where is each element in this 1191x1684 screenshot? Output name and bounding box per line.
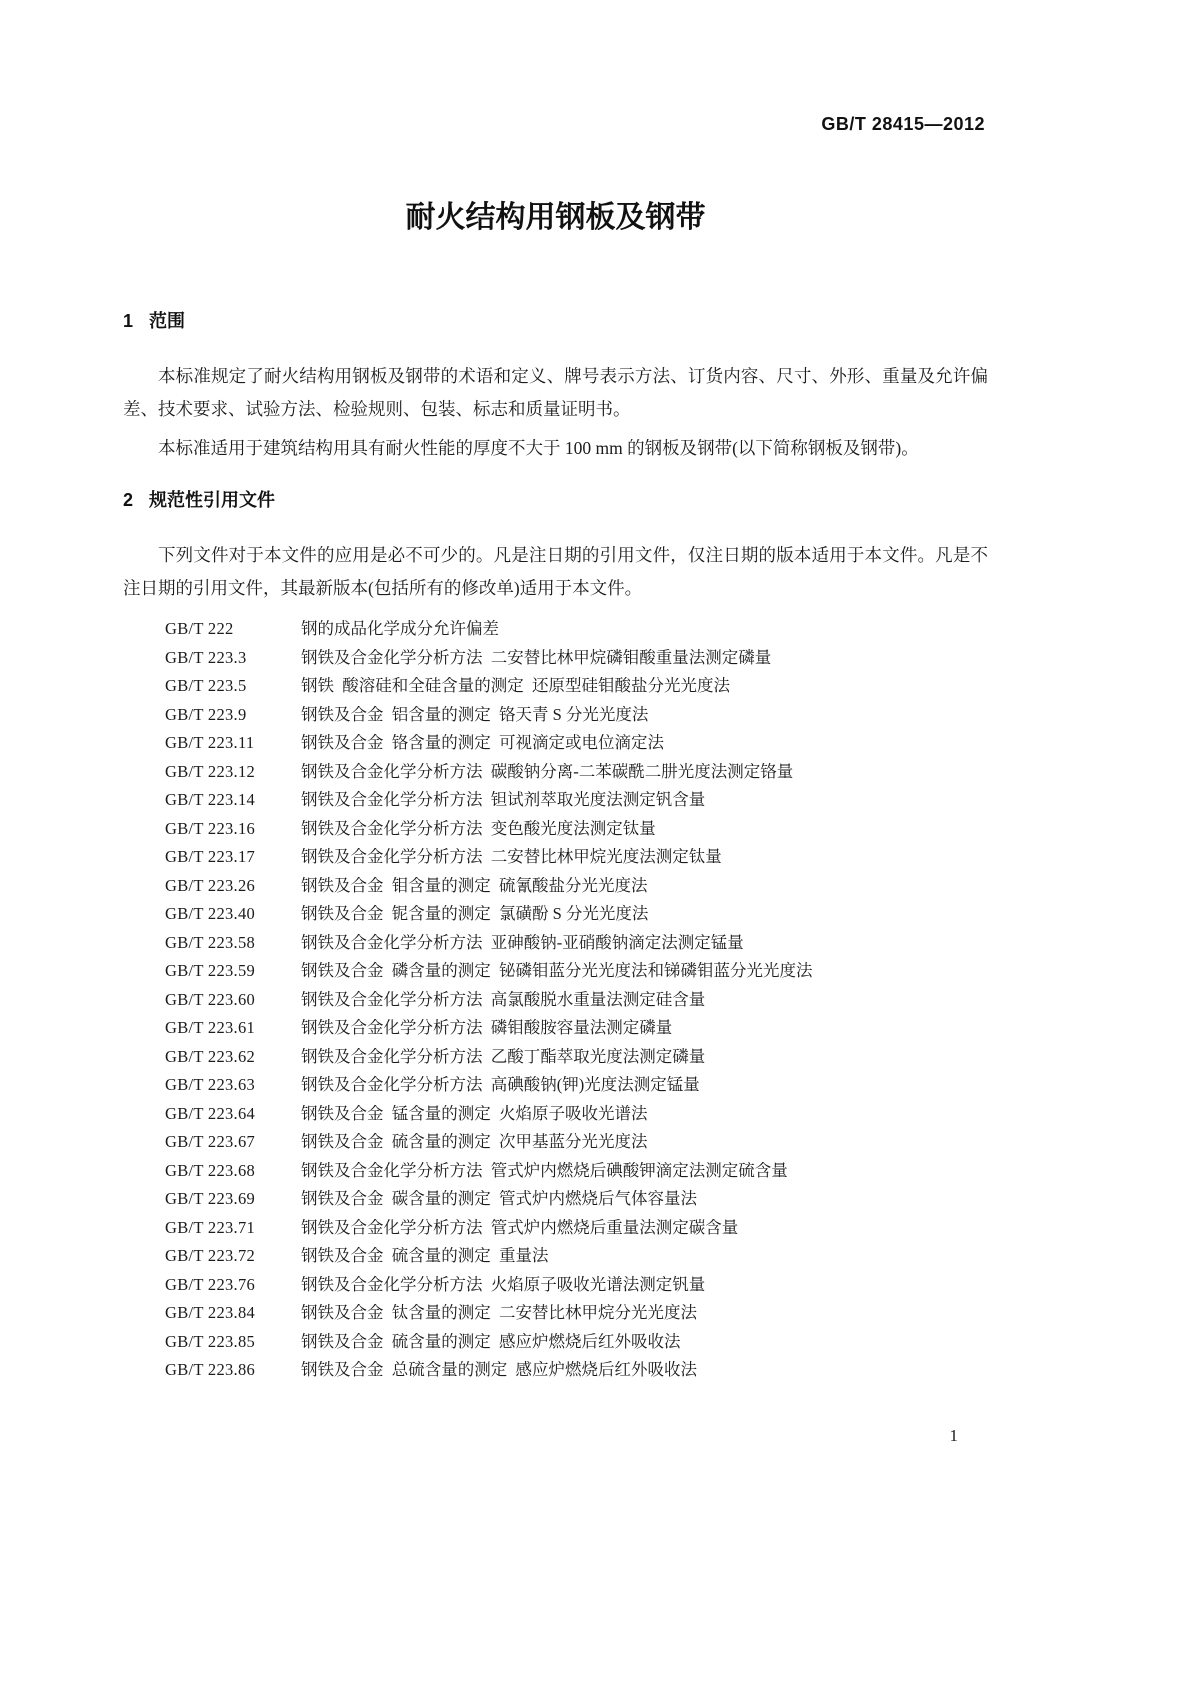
reference-title: 钢铁及合金化学分析方法 高氯酸脱水重量法测定硅含量 [301,989,706,1009]
reference-code: GB/T 223.68 [165,1160,256,1180]
section-2-heading [123,487,988,513]
doc-header [821,114,985,135]
references-intro-paragraph: 下列文件对于本文件的应用是必不可少的。凡是注日期的引用文件，仅注日期的版本适用于本文件。凡是不注日期的引用文件，其最新版本(包括所有的修改单)适用于本文件。 [123,545,988,598]
reference-title: 钢铁及合金化学分析方法 碳酸钠分离-二苯碳酰二肼光度法测定铬量 [301,761,794,781]
reference-title: 钢铁及合金化学分析方法 磷钼酸胺容量法测定磷量 [301,1018,673,1037]
reference-code: GB/T 223.3 [165,647,247,667]
reference-item [165,1242,988,1271]
reference-title: 钢铁及合金 磷含量的测定 铋磷钼蓝分光光度法和锑磷钼蓝分光光度法 [301,961,813,980]
reference-code: GB/T 223.26 [165,875,256,895]
reference-title: 钢铁及合金化学分析方法 钽试剂萃取光度法测定钒含量 [301,790,706,809]
reference-item [165,786,988,815]
reference-item [165,1214,988,1243]
reference-code: GB/T 223.58 [165,932,256,952]
reference-code: GB/T 223.11 [165,733,255,752]
reference-code: GB/T 223.85 [165,1331,256,1351]
reference-code: GB/T 223.69 [165,1189,256,1208]
scope-paragraph-1: 本标准规定了耐火结构用钢板及钢带的术语和定义、牌号表示方法、订货内容、尺寸、外形、重量及允许偏差、技术要求、试验方法、检验规则、包装、标志和质量证明书。 [123,366,988,419]
reference-title: 钢铁 酸溶硅和全硅含量的测定 还原型硅钼酸盐分光光度法 [301,676,730,695]
reference-item [165,1328,988,1357]
doc-title: 耐火结构用钢板及钢带 [405,201,706,234]
section-scope [123,308,988,465]
reference-list [123,615,988,1385]
reference-item [165,644,988,673]
reference-title: 钢铁及合金化学分析方法 二安替比林甲烷磷钼酸重量法测定磷量 [301,647,772,667]
reference-title: 钢铁及合金 硫含量的测定 感应炉燃烧后红外吸收法 [301,1331,681,1351]
reference-item [165,615,988,644]
reference-item [165,1356,988,1385]
reference-code: GB/T 223.14 [165,790,256,809]
reference-item [165,1071,988,1100]
reference-item [165,872,988,901]
reference-code: GB/T 223.86 [165,1360,256,1379]
reference-code: GB/T 223.40 [165,904,256,923]
reference-item [165,986,988,1015]
reference-item [165,1043,988,1072]
reference-code: GB/T 223.63 [165,1075,256,1094]
reference-title: 钢铁及合金 铬含量的测定 可视滴定或电位滴定法 [301,733,664,752]
section-1-number: 1 [123,311,134,331]
reference-item [165,900,988,929]
reference-code: GB/T 223.9 [165,704,247,724]
scope-paragraph-2: 本标准适用于建筑结构用具有耐火性能的厚度不大于 100 mm 的钢板及钢带(以下简称钢板及钢带)。 [158,438,919,458]
section-1-heading [123,308,988,334]
reference-title: 钢铁及合金 硫含量的测定 重量法 [301,1246,549,1265]
reference-title: 钢铁及合金化学分析方法 乙酸丁酯萃取光度法测定磷量 [301,1046,706,1066]
reference-item [165,929,988,958]
reference-code: GB/T 222 [165,619,234,638]
reference-item [165,758,988,787]
reference-item [165,729,988,758]
reference-item [165,1271,988,1300]
reference-title: 钢铁及合金化学分析方法 管式炉内燃烧后碘酸钾滴定法测定硫含量 [301,1160,788,1180]
reference-item [165,1014,988,1043]
reference-title: 钢的成品化学成分允许偏差 [301,619,499,638]
page-number: 1 [949,1426,958,1445]
reference-title: 钢铁及合金 锰含量的测定 火焰原子吸收光谱法 [301,1103,648,1123]
reference-code: GB/T 223.72 [165,1246,256,1265]
reference-item [165,843,988,872]
reference-code: GB/T 223.16 [165,818,256,838]
reference-item [165,701,988,730]
reference-title: 钢铁及合金 铝含量的测定 铬天青 S 分光光度法 [301,704,649,724]
reference-item [165,957,988,986]
reference-title: 钢铁及合金 硫含量的测定 次甲基蓝分光光度法 [301,1132,648,1151]
reference-title: 钢铁及合金化学分析方法 二安替比林甲烷光度法测定钛量 [301,847,722,866]
reference-code: GB/T 223.76 [165,1274,256,1294]
reference-title: 钢铁及合金 碳含量的测定 管式炉内燃烧后气体容量法 [301,1189,697,1208]
reference-code: GB/T 223.62 [165,1046,256,1066]
reference-title: 钢铁及合金化学分析方法 管式炉内燃烧后重量法测定碳含量 [301,1217,739,1237]
reference-item [165,1128,988,1157]
reference-title: 钢铁及合金 铌含量的测定 氯磺酚 S 分光光度法 [301,904,649,923]
reference-title: 钢铁及合金化学分析方法 火焰原子吸收光谱法测定钒量 [301,1274,706,1294]
reference-title: 钢铁及合金化学分析方法 亚砷酸钠-亚硝酸钠滴定法测定锰量 [301,932,744,952]
reference-item [165,815,988,844]
reference-title: 钢铁及合金化学分析方法 变色酸光度法测定钛量 [301,818,656,838]
reference-title: 钢铁及合金 钛含量的测定 二安替比林甲烷分光光度法 [301,1303,697,1322]
reference-item [165,1185,988,1214]
reference-item [165,1299,988,1328]
reference-item [165,1100,988,1129]
reference-code: GB/T 223.64 [165,1103,256,1123]
reference-item [165,672,988,701]
reference-title: 钢铁及合金 钼含量的测定 硫氰酸盐分光光度法 [301,875,648,895]
reference-title: 钢铁及合金 总硫含量的测定 感应炉燃烧后红外吸收法 [301,1360,697,1379]
doc-number: GB/T 28415—2012 [821,114,985,134]
reference-code: GB/T 223.59 [165,961,256,980]
section-2-label: 规范性引用文件 [149,490,276,510]
reference-code: GB/T 223.67 [165,1132,256,1151]
reference-code: GB/T 223.84 [165,1303,256,1322]
section-normative-references [123,487,988,1385]
reference-title: 钢铁及合金化学分析方法 高碘酸钠(钾)光度法测定锰量 [301,1075,700,1094]
reference-code: GB/T 223.5 [165,676,247,695]
reference-code: GB/T 223.12 [165,761,256,781]
reference-code: GB/T 223.61 [165,1018,256,1037]
section-1-label: 范围 [149,311,186,331]
reference-code: GB/T 223.71 [165,1217,256,1237]
reference-code: GB/T 223.17 [165,847,256,866]
section-2-number: 2 [123,490,134,510]
reference-code: GB/T 223.60 [165,989,256,1009]
reference-item [165,1157,988,1186]
